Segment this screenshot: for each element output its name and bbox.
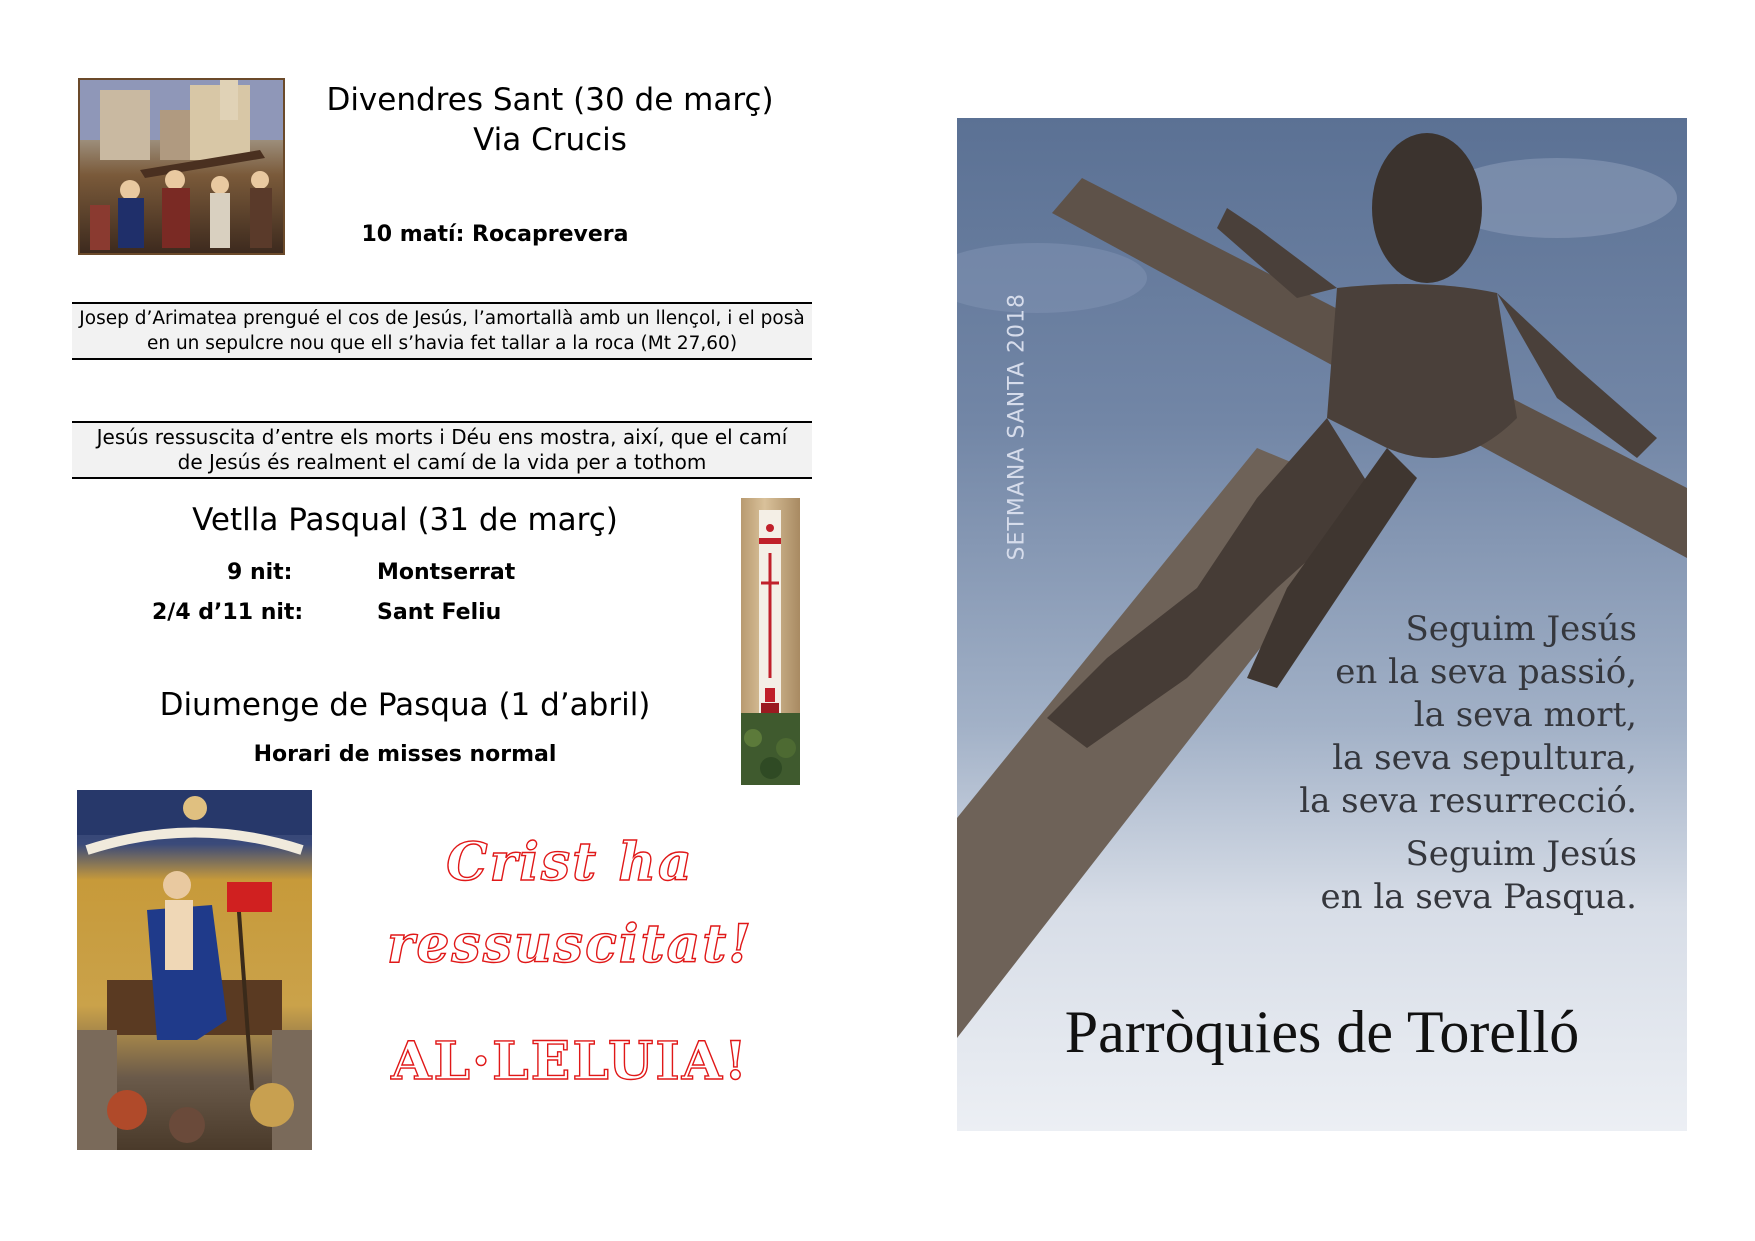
vigil-title: Vetlla Pasqual (31 de març) [192, 502, 618, 538]
quote-box-arimathea [72, 302, 812, 360]
vigil-time-1: 9 nit: [227, 560, 293, 585]
proclamation-line-1: Crist ha [446, 832, 694, 893]
cover-parishes-title: Parròquies de Torelló [1064, 999, 1580, 1065]
proclamation-line-2: ressuscitat! [386, 914, 754, 975]
vigil-place-2: Sant Feliu [377, 600, 502, 625]
cover-vertical-text: SETMANA SANTA 2018 [1004, 293, 1030, 561]
quote-line: Jesús ressuscita d’entre els morts i Déu ens mostra, així, que el camí [96, 425, 788, 449]
via-crucis-painting [78, 78, 285, 255]
good-friday-subtitle: Via Crucis [473, 122, 627, 158]
good-friday-title: Divendres Sant (30 de març) [326, 82, 774, 118]
good-friday-time: 10 matí: Rocaprevera [361, 222, 629, 247]
easter-title: Diumenge de Pasqua (1 d’abril) [159, 687, 651, 723]
poem-line: la seva sepultura, [1332, 738, 1637, 778]
quote-line: de Jesús és realment el camí de la vida per a tothom [177, 450, 707, 474]
poem-line: la seva resurrecció. [1299, 781, 1637, 821]
quote-line: Josep d’Arimatea prengué el cos de Jesús, l’amortallà amb un llençol, i el posà [79, 308, 805, 329]
cover-poem [1197, 608, 1637, 919]
quote-line: en un sepulcre nou que ell s’havia fet tallar a la roca (Mt 27,60) [146, 333, 738, 354]
resurrection-painting [77, 790, 312, 1150]
vigil-time-2: 2/4 d’11 nit: [152, 600, 304, 625]
easter-note: Horari de misses normal [253, 742, 557, 767]
poem-line: la seva mort, [1413, 695, 1637, 735]
poem-line: Seguim Jesús [1405, 834, 1637, 874]
poem-line: Seguim Jesús [1405, 609, 1637, 649]
vigil-place-1: Montserrat [377, 560, 516, 585]
cover-page [957, 118, 1687, 1131]
poem-line: en la seva Pasqua. [1320, 877, 1637, 917]
paschal-candle-photo [741, 498, 800, 785]
poem-line: en la seva passió, [1335, 652, 1637, 692]
quote-box-resurrection [72, 421, 812, 479]
proclamation-line-3: AL·LELUIA! [391, 1031, 749, 1092]
